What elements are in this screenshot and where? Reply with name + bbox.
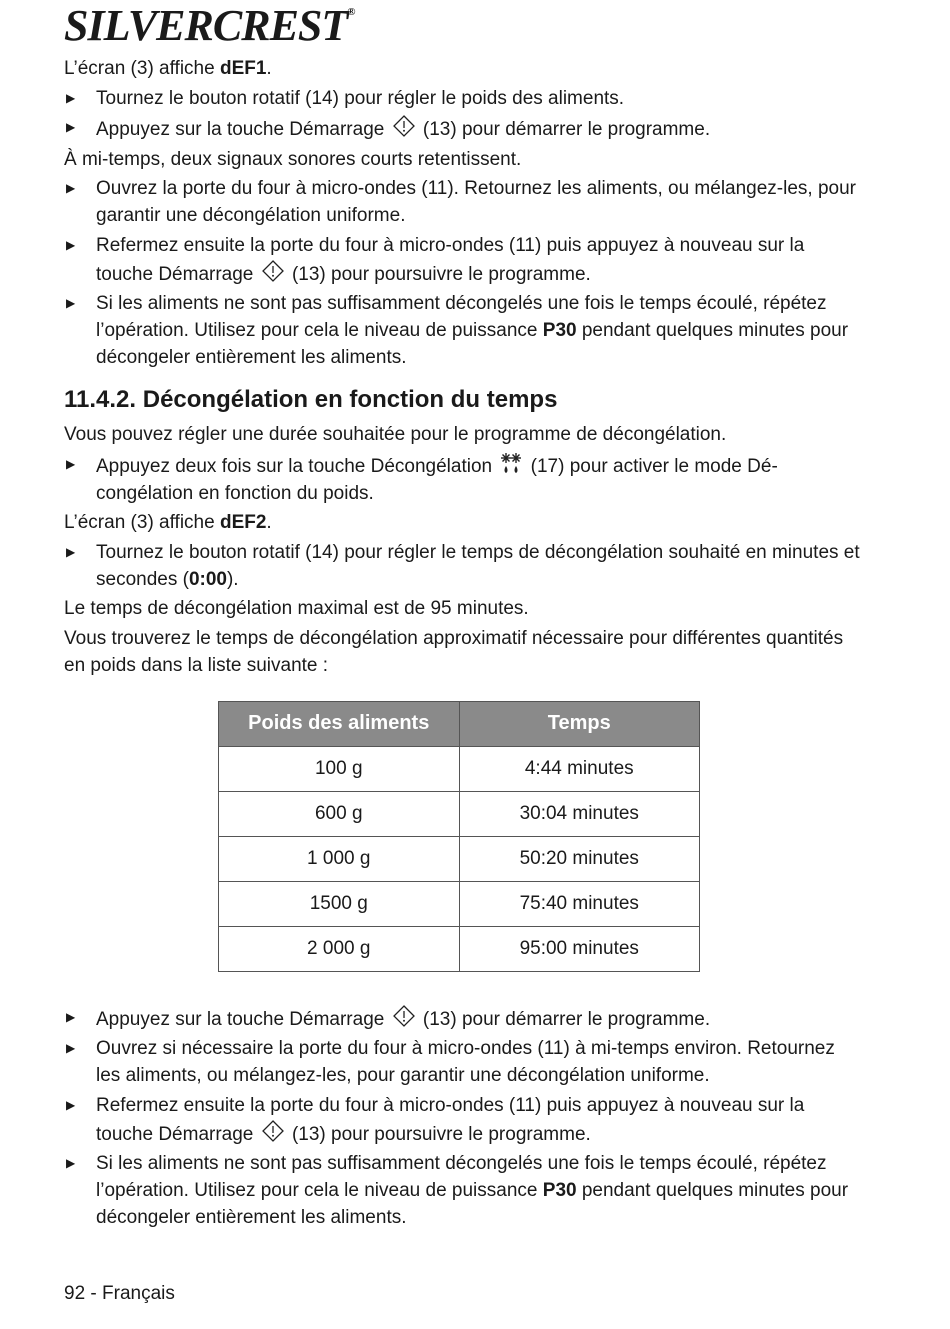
bullet-item <box>64 1150 864 1231</box>
bullet-item <box>64 175 864 229</box>
table-cell: 95:00 minutes <box>459 926 700 971</box>
brand-logo <box>64 0 355 51</box>
screen-text: L’écran (3) affiche <box>64 58 220 79</box>
screen-code: dEF1 <box>219 58 267 79</box>
bullet-text: (17) pour activer le mode Décongélation en fonction du poids. <box>96 455 778 504</box>
screen-end: . <box>266 512 272 533</box>
power-level: P30 <box>542 320 577 341</box>
bullet-text: Tournez le bouton rotatif (14) pour régler le poids des aliments. <box>96 87 625 109</box>
bullet-text: Si les aliments ne sont pas suffisamment décongelés une fois le temps écoulé, répétez l’opération. Utilisez pour cela le niveau de puissance <box>96 293 827 341</box>
bullet-text: Ouvrez si nécessaire la porte du four à micro-ondes (11) à mi-temps environ. Retournez les aliments, ou mélangez-les, pour garantir une décongélation uniforme. <box>96 1038 835 1086</box>
triangle-right-icon: ▶ <box>66 90 76 105</box>
bullet-text: ). <box>226 568 239 590</box>
start-diamond-icon <box>261 1119 285 1143</box>
table-row <box>219 746 700 791</box>
bullet-item <box>64 232 864 288</box>
bullet-text: (13) pour poursuivre le programme. <box>291 263 591 285</box>
table-cell: 4:44 minutes <box>459 746 700 791</box>
bullet-item <box>64 85 864 112</box>
paragraph: Vous pouvez régler une durée souhaitée pour le programme de décongélation. <box>64 424 727 445</box>
triangle-right-icon: ▶ <box>66 1009 76 1024</box>
triangle-right-icon: ▶ <box>66 1097 76 1112</box>
page-content <box>64 55 864 1234</box>
screen-line-1 <box>64 55 864 82</box>
triangle-right-icon: ▶ <box>66 1156 76 1170</box>
bullet-text: Ouvrez la porte du four à micro-ondes (11). Retournez les aliments, ou mélangez-les, pour garantir une décongélation uniforme. <box>96 178 857 226</box>
table-header-time: Temps <box>459 701 700 746</box>
table-cell: 30:04 minutes <box>459 791 700 836</box>
table-cell: 1500 g <box>219 881 460 926</box>
table-cell: 50:20 minutes <box>459 836 700 881</box>
triangle-right-icon: ▶ <box>66 1041 76 1055</box>
table-cell: 100 g <box>219 746 460 791</box>
bullet-item <box>64 451 864 507</box>
bullet-text: Appuyez sur la touche Démarrage <box>96 1008 385 1030</box>
bullet-item <box>64 114 864 143</box>
screen-text: L’écran (3) affiche <box>64 512 220 533</box>
bullet-text: (13) pour poursuivre le programme. <box>291 1123 591 1145</box>
table-row <box>219 836 700 881</box>
bullet-item <box>64 1035 864 1089</box>
bullet-text: Si les aliments ne sont pas suffisamment décongelés une fois le temps écoulé, répétez l’opération. Utilisez pour cela le niveau de puissance <box>96 1153 827 1201</box>
screen-code: dEF2 <box>219 512 267 533</box>
table-row <box>219 791 700 836</box>
triangle-right-icon: ▶ <box>66 544 76 559</box>
triangle-right-icon: ▶ <box>66 181 76 195</box>
paragraph: Le temps de décongélation maximal est de 95 minutes. <box>64 598 529 619</box>
triangle-right-icon: ▶ <box>66 296 76 310</box>
bullet-text: Refermez ensuite la porte du four à micro-ondes (11) puis appuyez à nouveau sur la touche Démarrage <box>96 234 805 285</box>
registered-mark: ® <box>347 6 355 18</box>
time-code: 0:00 <box>188 568 227 590</box>
table-cell: 75:40 minutes <box>459 881 700 926</box>
table-header-row <box>219 701 700 746</box>
table-cell: 600 g <box>219 791 460 836</box>
bullet-text: Appuyez deux fois sur la touche Décongélation <box>96 455 493 477</box>
table-header-weight: Poids des aliments <box>219 701 460 746</box>
bullet-text: pendant quelques minutes pour décongeler entièrement les aliments. <box>96 320 849 368</box>
triangle-right-icon: ▶ <box>66 237 76 252</box>
start-diamond-icon <box>392 114 416 138</box>
bullet-text: Appuyez sur la touche Démarrage <box>96 119 385 140</box>
table-row <box>219 881 700 926</box>
bullet-text: pendant quelques minutes pour décongeler entièrement les aliments. <box>96 1180 849 1228</box>
bullet-item <box>64 290 864 371</box>
table-cell: 1 000 g <box>219 836 460 881</box>
paragraph: Vous trouverez le temps de décongélation approximatif nécessaire pour différentes quantités en poids dans la liste suivante : <box>64 627 844 676</box>
snowflake-icon <box>499 451 523 475</box>
table-cell: 2 000 g <box>219 926 460 971</box>
start-diamond-icon <box>261 259 285 283</box>
triangle-right-icon: ▶ <box>66 120 76 134</box>
power-level: P30 <box>542 1180 577 1201</box>
bullet-text: Tournez le bouton rotatif (14) pour régler le temps de décongélation souhaité en minutes et secondes ( <box>96 541 860 590</box>
screen-line-2 <box>64 509 864 536</box>
section-heading: 11.4.2. Décongélation en fonction du temps <box>64 386 558 413</box>
triangle-right-icon: ▶ <box>66 456 76 471</box>
brand-logo-text: SILVERCREST <box>64 1 348 50</box>
page-footer: 92 - Français <box>64 1283 175 1304</box>
bullet-item <box>64 1092 864 1148</box>
screen-end: . <box>266 58 272 79</box>
bullet-item <box>64 539 864 593</box>
bullet-text: (13) pour démarrer le programme. <box>422 119 711 140</box>
bullet-text: (13) pour démarrer le programme. <box>422 1008 711 1030</box>
bullet-text: Refermez ensuite la porte du four à micro-ondes (11) puis appuyez à nouveau sur la touche Démarrage <box>96 1094 805 1145</box>
table-row <box>219 926 700 971</box>
start-diamond-icon <box>392 1004 416 1028</box>
paragraph: À mi-temps, deux signaux sonores courts retentissent. <box>64 148 522 170</box>
bullet-item <box>64 1004 864 1033</box>
defrost-time-table <box>218 701 700 972</box>
